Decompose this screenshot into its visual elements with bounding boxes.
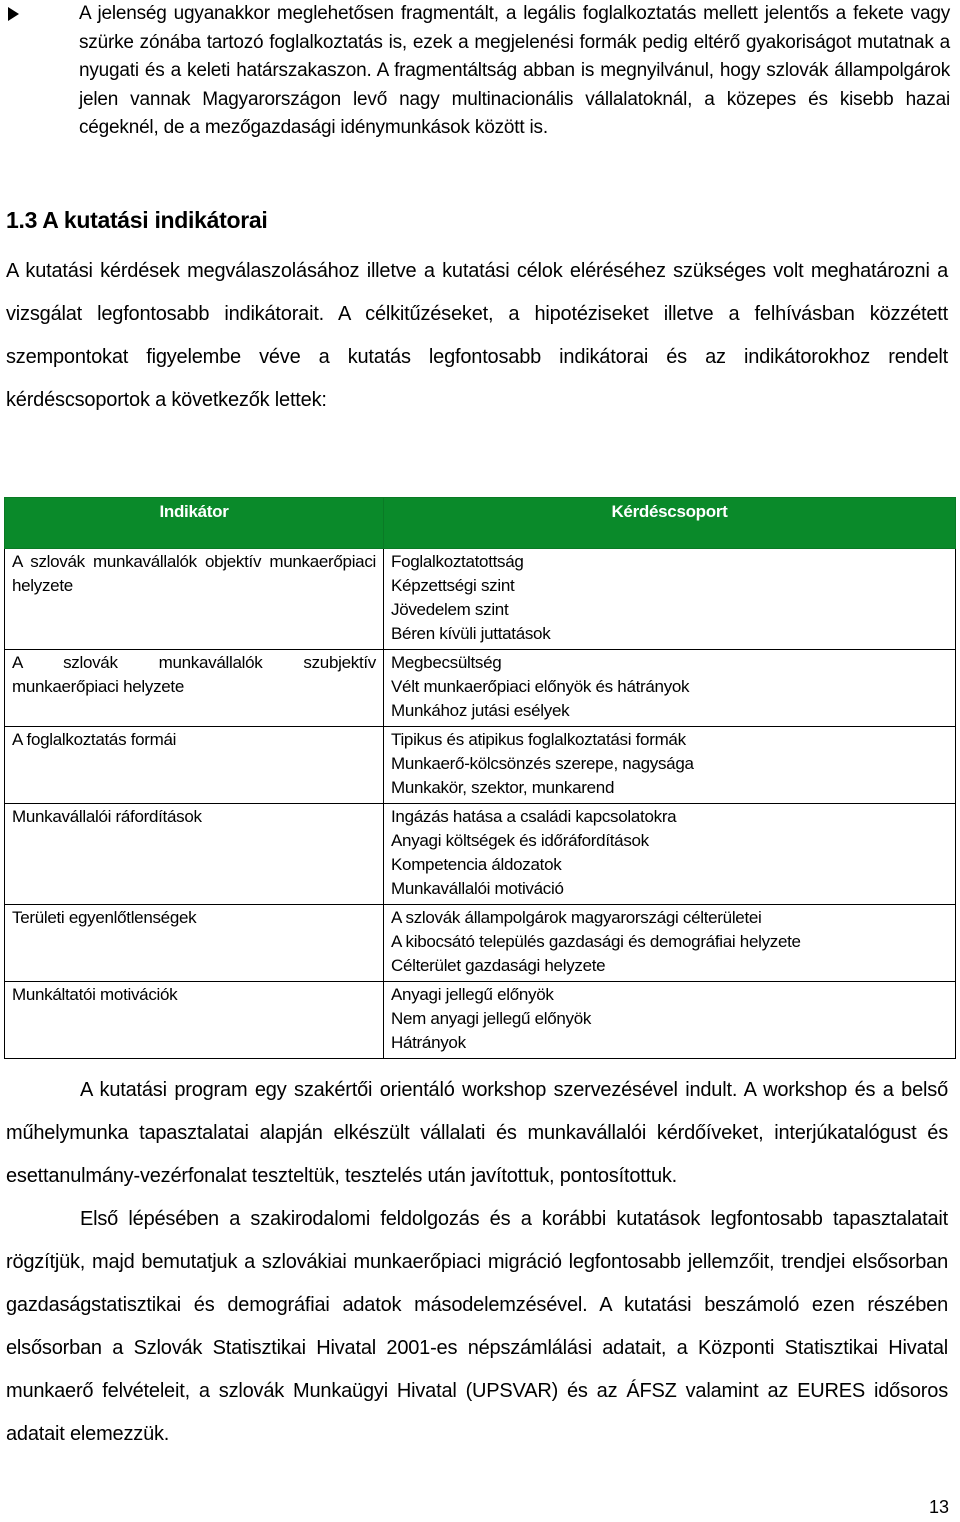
indicator-table xyxy=(4,497,956,1059)
table-row xyxy=(5,727,956,804)
question-item: Kompetencia áldozatok xyxy=(391,855,562,874)
table-row xyxy=(5,982,956,1059)
indicator-cell: Munkáltatói motivációk xyxy=(5,982,384,1059)
question-item: A kibocsátó település gazdasági és demográfiai helyzete xyxy=(391,932,801,951)
question-item: Hátrányok xyxy=(391,1033,466,1052)
question-item: Anyagi költségek és időráfordítások xyxy=(391,831,649,850)
indicator-cell: Területi egyenlőtlenségek xyxy=(5,905,384,982)
indicator-cell: Munkavállalói ráfordítások xyxy=(5,804,384,905)
question-item: A szlovák állampolgárok magyarországi célterületei xyxy=(391,908,762,927)
question-item: Anyagi jellegű előnyök xyxy=(391,985,554,1004)
question-item: Tipikus és atipikus foglalkoztatási formák xyxy=(391,730,686,749)
table-row xyxy=(5,905,956,982)
question-item: Munkakör, szektor, munkarend xyxy=(391,778,615,797)
question-item: Foglalkoztatottság xyxy=(391,552,524,571)
header-question-group: Kérdéscsoport xyxy=(384,498,956,549)
question-item: Béren kívüli juttatások xyxy=(391,624,551,643)
question-item: Munkavállalói motiváció xyxy=(391,879,564,898)
question-cell xyxy=(384,549,956,650)
paragraph-workshop: A kutatási program egy szakértői orientáló workshop szervezésével indult. A workshop és a belső műhelymunka tapasztalatai alapján elkészült vállalati és munkavállalói kérdőíveket, interjúkatalógust és esettanulmány-vezérfonalat teszteltük, tesztelés után javítottuk, pontosítottuk. xyxy=(6,1079,948,1187)
table-row xyxy=(5,549,956,650)
question-item: Nem anyagi jellegű előnyök xyxy=(391,1009,592,1028)
indicator-cell: A szlovák munkavállalók objektív munkaerőpiaci helyzete xyxy=(5,549,384,650)
paragraph-first-step: Első lépésében a szakirodalomi feldolgozás és a korábbi kutatások legfontosabb tapasztalatait rögzítjük, majd bemutatjuk a szlovákiai munkaerőpiaci migráció legfontosabb jellemzőit, trendjei elsősorban gazdaságstatisztikai és demográfiai adatok másodelemzésével. A kutatási beszámoló ezen részében elsősorban a Szlovák Statisztikai Hivatal 2001-es népszámlálási adatait, a Központi Statisztikai Hivatal munkaerő felvételeit, a szlovák Munkaügyi Hivatal (UPSVAR) és az ÁFSZ valamint az EURES idősoros adatait elemezzük. xyxy=(6,1208,948,1445)
question-item: Munkaerő-kölcsönzés szerepe, nagysága xyxy=(391,754,694,773)
indicator-cell: A foglalkoztatás formái xyxy=(5,727,384,804)
page-number: 13 xyxy=(928,1497,949,1517)
table-header-row xyxy=(5,498,956,549)
table-row xyxy=(5,804,956,905)
question-item: Vélt munkaerőpiaci előnyök és hátrányok xyxy=(391,677,690,696)
header-indicator: Indikátor xyxy=(5,498,384,549)
bullet-text: A jelenség ugyanakkor meglehetősen fragmentált, a legális foglalkoztatás mellett jelentős a fekete vagy szürke zónába tartozó foglalkoztatás is, ezek a megjelenési formák pedig eltérő gyakoriságot mutatnak a nyugati és a keleti határszakaszon. A fragmentáltság abban is megnyilvánul, hogy szlovák állampolgárok jelen vannak Magyarországon levő nagy multinacionális vállalatoknál, a közepes és kisebb hazai cégeknél, de a mezőgazdasági idénymunkások között is. xyxy=(79,3,950,138)
question-item: Munkához jutási esélyek xyxy=(391,701,570,720)
question-item: Megbecsültség xyxy=(391,653,502,672)
question-item: Ingázás hatása a családi kapcsolatokra xyxy=(391,807,677,826)
question-cell xyxy=(384,727,956,804)
question-item: Képzettségi szint xyxy=(391,576,515,595)
question-cell xyxy=(384,650,956,727)
section-heading: 1.3 A kutatási indikátorai xyxy=(6,207,268,233)
question-item: Célterület gazdasági helyzete xyxy=(391,956,606,975)
table-row xyxy=(5,650,956,727)
intro-paragraph: A kutatási kérdések megválaszolásához illetve a kutatási célok eléréséhez szükséges volt meghatározni a vizsgálat legfontosabb indikátorait. A célkitűzéseket, a hipotéziseket illetve a felhívásban közzétett szempontokat figyelembe véve a kutatás legfontosabb indikátorai és az indikátorokhoz rendelt kérdéscsoportok a következők lettek: xyxy=(6,260,948,411)
indicator-cell: A szlovák munkavállalók szubjektív munkaerőpiaci helyzete xyxy=(5,650,384,727)
question-item: Jövedelem szint xyxy=(391,600,509,619)
bullet-item xyxy=(8,0,950,143)
question-cell xyxy=(384,982,956,1059)
question-cell xyxy=(384,804,956,905)
question-cell xyxy=(384,905,956,982)
triangle-bullet-icon xyxy=(8,7,19,21)
